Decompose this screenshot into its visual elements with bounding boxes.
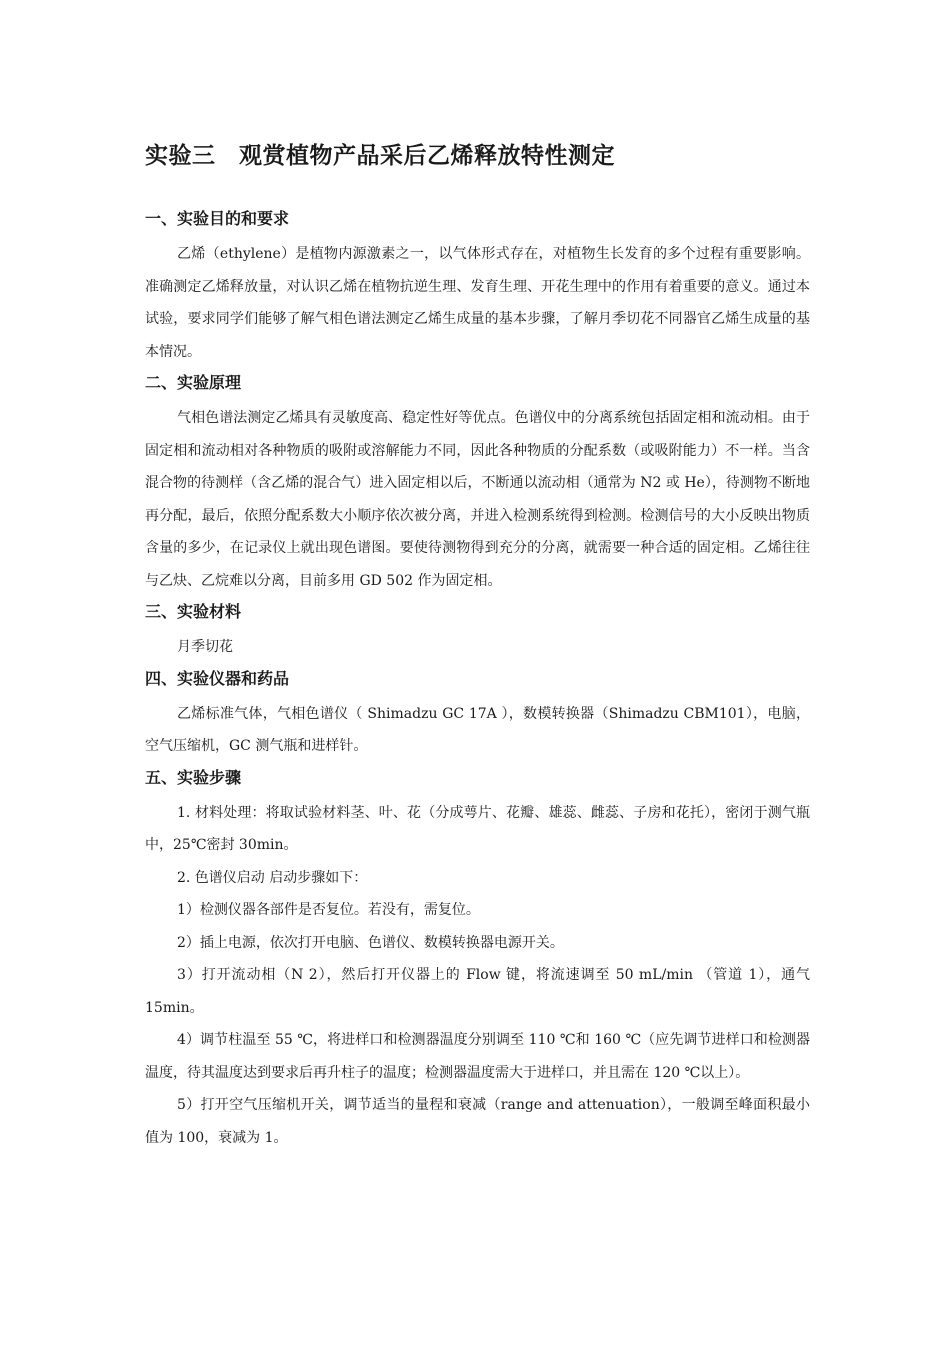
step-paragraph: 3）打开流动相（N 2），然后打开仪器上的 Flow 键，将流速调至 50 mL/min （管道 1），通气 15min。: [145, 967, 810, 1016]
section-principle: [145, 370, 810, 597]
document-title: 实验三 观赏植物产品采后乙烯释放特性测定: [145, 143, 615, 169]
section-purpose: [145, 206, 810, 368]
section-heading: 二、实验原理: [145, 373, 242, 392]
step-paragraph: 1. 材料处理：将取试验材料茎、叶、花（分成萼片、花瓣、雄蕊、雌蕊、子房和花托），密闭于测气瓶中，25℃密封 30min。: [145, 804, 810, 853]
document-page: [145, 138, 810, 1154]
step-paragraph: 2）插上电源，依次打开电脑、色谱仪、数模转换器电源开关。: [177, 934, 564, 951]
paragraph: 乙烯（ethylene）是植物内源激素之一，以气体形式存在，对植物生长发育的多个过程有重要影响。准确测定乙烯释放量，对认识乙烯在植物抗逆生理、发育生理、开花生理中的作用有着重要的意义。通过本试验，要求同学们能够了解气相色谱法测定乙烯生成量的基本步骤，了解月季切花不同器官乙烯生成量的基本情况。: [145, 246, 810, 360]
paragraph: 乙烯标准气体，气相色谱仪（ Shimadzu GC 17A ），数模转换器（Shimadzu CBM101），电脑，空气压缩机，GC 测气瓶和进样针。: [145, 705, 810, 754]
section-materials: [145, 599, 810, 664]
step-paragraph: 1）检测仪器各部件是否复位。若没有，需复位。: [177, 902, 480, 918]
section-heading: 四、实验仪器和药品: [145, 668, 290, 688]
section-heading: 三、实验材料: [145, 602, 242, 621]
step-paragraph: 5）打开空气压缩机开关，调节适当的量程和衰减（range and attenuation），一般调至峰面积最小值为 100，衰减为 1。: [145, 1097, 810, 1146]
section-heading: 五、实验步骤: [145, 767, 242, 787]
section-heading: 一、实验目的和要求: [145, 209, 290, 228]
section-instruments: [145, 666, 810, 763]
paragraph: 月季切花: [177, 639, 233, 655]
section-procedure: [145, 765, 810, 1155]
step-paragraph: 4）调节柱温至 55 ℃，将进样口和检测器温度分别调至 110 ℃和 160 ℃（应先调节进样口和检测器温度，待其温度达到要求后再升柱子的温度；检测器温度需大于进样口，并且需在 120 ℃以上）。: [145, 1032, 810, 1081]
step-paragraph: 2. 色谱仪启动 启动步骤如下：: [177, 869, 368, 886]
paragraph: 气相色谱法测定乙烯具有灵敏度高、稳定性好等优点。色谱仪中的分离系统包括固定相和流动相。由于固定相和流动相对各种物质的吸附或溶解能力不同，因此各种物质的分配系数（或吸附能力）不一样。当含混合物的待测样（含乙烯的混合气）进入固定相以后，不断通以流动相（通常为 N2 或 He），待测物不断地再分配，最后，依照分配系数大小顺序依次被分离，并进入检测系统得到检测。检测信号的大小反映出物质含量的多少，在记录仪上就出现色谱图。要使待测物得到充分的分离，就需要一种合适的固定相。乙烯往往与乙炔、乙烷难以分离，目前多用 GD 502 作为固定相。: [145, 410, 810, 589]
